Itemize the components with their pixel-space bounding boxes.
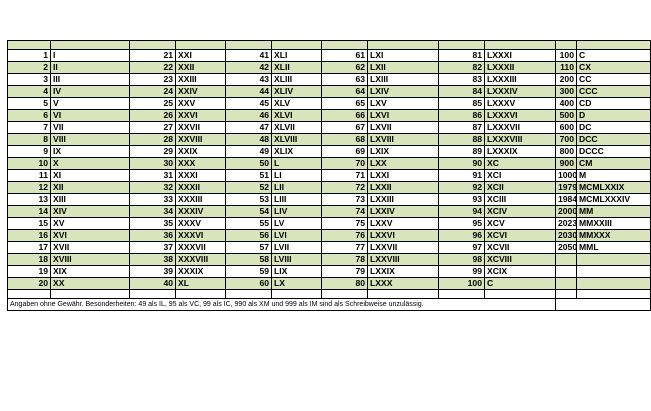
number-cell: 600: [556, 122, 577, 134]
number-cell: 75: [322, 218, 368, 230]
number-cell: 94: [439, 206, 485, 218]
number-cell: 39: [130, 266, 176, 278]
number-cell: 65: [322, 98, 368, 110]
roman-cell: DCCC: [577, 146, 651, 158]
number-cell: 5: [8, 98, 51, 110]
roman-cell: XIII: [51, 194, 130, 206]
roman-cell: LXXV: [368, 218, 439, 230]
roman-cell: XVI: [51, 230, 130, 242]
number-cell: 98: [439, 254, 485, 266]
number-cell: 45: [226, 98, 272, 110]
number-cell: [322, 41, 368, 50]
number-cell: 34: [130, 206, 176, 218]
table-row: [8, 50, 651, 62]
roman-cell: XXX: [176, 158, 226, 170]
roman-cell: VI: [51, 110, 130, 122]
roman-cell: LXXIX: [368, 266, 439, 278]
roman-cell: LXXXVI: [485, 110, 556, 122]
roman-cell: XCIV: [485, 206, 556, 218]
roman-cell: XLVI: [272, 110, 322, 122]
table-row: [8, 230, 651, 242]
table-row: [8, 62, 651, 74]
note-row: [8, 299, 651, 311]
number-cell: [439, 41, 485, 50]
number-cell: 18: [8, 254, 51, 266]
number-cell: 57: [226, 242, 272, 254]
number-cell: 93: [439, 194, 485, 206]
number-cell: 8: [8, 134, 51, 146]
roman-cell: IV: [51, 86, 130, 98]
number-cell: 46: [226, 110, 272, 122]
roman-cell: XCIX: [485, 266, 556, 278]
number-cell: 800: [556, 146, 577, 158]
roman-cell: XXI: [176, 50, 226, 62]
table-row: [8, 290, 651, 299]
roman-cell: CCC: [577, 86, 651, 98]
number-cell: 29: [130, 146, 176, 158]
number-cell: 44: [226, 86, 272, 98]
number-cell: 6: [8, 110, 51, 122]
number-cell: 2000: [556, 206, 577, 218]
roman-cell: LXXVIII: [368, 254, 439, 266]
roman-cell: LX: [272, 278, 322, 290]
roman-cell: IX: [51, 146, 130, 158]
roman-cell: LXVI: [368, 110, 439, 122]
roman-cell: LI: [272, 170, 322, 182]
number-cell: 15: [8, 218, 51, 230]
number-cell: 10: [8, 158, 51, 170]
roman-cell: II: [51, 62, 130, 74]
roman-cell: XLIV: [272, 86, 322, 98]
number-cell: 74: [322, 206, 368, 218]
roman-cell: LXXXVIII: [485, 134, 556, 146]
roman-cell: LXV: [368, 98, 439, 110]
number-cell: 22: [130, 62, 176, 74]
roman-cell: [368, 41, 439, 50]
roman-cell: LII: [272, 182, 322, 194]
number-cell: 99: [439, 266, 485, 278]
number-cell: 24: [130, 86, 176, 98]
number-cell: 2050: [556, 242, 577, 254]
roman-cell: LXXXIX: [485, 146, 556, 158]
roman-cell: LVI: [272, 230, 322, 242]
roman-cell: MMXXIII: [577, 218, 651, 230]
roman-cell: VIII: [51, 134, 130, 146]
roman-cell: XXXI: [176, 170, 226, 182]
number-cell: 67: [322, 122, 368, 134]
number-cell: 86: [439, 110, 485, 122]
roman-cell: XXXVII: [176, 242, 226, 254]
number-cell: 87: [439, 122, 485, 134]
roman-cell: [577, 41, 651, 50]
roman-numeral-table: [7, 40, 631, 311]
roman-cell: XLII: [272, 62, 322, 74]
number-cell: 52: [226, 182, 272, 194]
number-cell: 36: [130, 230, 176, 242]
number-cell: 66: [322, 110, 368, 122]
number-cell: 7: [8, 122, 51, 134]
roman-cell: [272, 41, 322, 50]
table-row: [8, 182, 651, 194]
number-cell: 30: [130, 158, 176, 170]
roman-cell: LV: [272, 218, 322, 230]
number-cell: 100: [439, 278, 485, 290]
table-row: [8, 218, 651, 230]
number-cell: 97: [439, 242, 485, 254]
number-cell: 95: [439, 218, 485, 230]
number-cell: 49: [226, 146, 272, 158]
roman-cell: XLIX: [272, 146, 322, 158]
roman-cell: V: [51, 98, 130, 110]
roman-cell: LXXVII: [368, 242, 439, 254]
number-cell: 80: [322, 278, 368, 290]
roman-cell: LXXXV: [485, 98, 556, 110]
roman-cell: CM: [577, 158, 651, 170]
roman-cell: XCVI: [485, 230, 556, 242]
roman-cell: LXXXII: [485, 62, 556, 74]
roman-cell: LXXIV: [368, 206, 439, 218]
number-cell: 3: [8, 74, 51, 86]
number-cell: 78: [322, 254, 368, 266]
roman-cell: XII: [51, 182, 130, 194]
number-cell: 60: [226, 278, 272, 290]
roman-cell: LXXII: [368, 182, 439, 194]
number-cell: 40: [130, 278, 176, 290]
number-cell: 89: [439, 146, 485, 158]
number-cell: 37: [130, 242, 176, 254]
number-cell: 32: [130, 182, 176, 194]
roman-cell: LXXXIV: [485, 86, 556, 98]
roman-cell: XXXVI: [176, 230, 226, 242]
number-cell: 2: [8, 62, 51, 74]
roman-cell: C: [577, 50, 651, 62]
roman-cell: XXVI: [176, 110, 226, 122]
roman-cell: XLIII: [272, 74, 322, 86]
table-row: [8, 134, 651, 146]
roman-cell: XXIV: [176, 86, 226, 98]
number-cell: 41: [226, 50, 272, 62]
roman-cell: [485, 41, 556, 50]
number-cell: 88: [439, 134, 485, 146]
roman-cell: XLI: [272, 50, 322, 62]
number-cell: 70: [322, 158, 368, 170]
roman-cell: XXXIV: [176, 206, 226, 218]
table-row: [8, 41, 651, 50]
roman-cell: XVIII: [51, 254, 130, 266]
table-row: [8, 110, 651, 122]
roman-cell: DC: [577, 122, 651, 134]
roman-cell: XXV: [176, 98, 226, 110]
roman-cell: XCVIII: [485, 254, 556, 266]
note-spacer-cell: [556, 299, 651, 311]
roman-cell: XI: [51, 170, 130, 182]
number-cell: 81: [439, 50, 485, 62]
number-cell: 48: [226, 134, 272, 146]
number-cell: 700: [556, 134, 577, 146]
roman-cell: XLVII: [272, 122, 322, 134]
number-cell: 26: [130, 110, 176, 122]
roman-cell: LXXI: [368, 170, 439, 182]
number-cell: 300: [556, 86, 577, 98]
number-cell: 56: [226, 230, 272, 242]
number-cell: 200: [556, 74, 577, 86]
number-cell: 82: [439, 62, 485, 74]
roman-cell: LXXXI: [485, 50, 556, 62]
roman-cell: DCC: [577, 134, 651, 146]
table-row: [8, 74, 651, 86]
table-row: [8, 122, 651, 134]
number-cell: [439, 290, 485, 299]
number-cell: 47: [226, 122, 272, 134]
number-cell: 31: [130, 170, 176, 182]
number-cell: 9: [8, 146, 51, 158]
roman-cell: XL: [176, 278, 226, 290]
number-cell: 13: [8, 194, 51, 206]
number-cell: 62: [322, 62, 368, 74]
roman-cell: LXXVI: [368, 230, 439, 242]
number-cell: [556, 266, 577, 278]
number-cell: [556, 41, 577, 50]
number-cell: 71: [322, 170, 368, 182]
roman-cell: XV: [51, 218, 130, 230]
roman-cell: XXXV: [176, 218, 226, 230]
number-cell: [226, 290, 272, 299]
roman-cell: LXXIII: [368, 194, 439, 206]
roman-cell: CC: [577, 74, 651, 86]
number-cell: 35: [130, 218, 176, 230]
number-cell: 61: [322, 50, 368, 62]
number-cell: [130, 41, 176, 50]
roman-cell: CX: [577, 62, 651, 74]
number-cell: [556, 290, 577, 299]
roman-cell: [577, 266, 651, 278]
number-cell: 900: [556, 158, 577, 170]
number-cell: 500: [556, 110, 577, 122]
number-cell: 63: [322, 74, 368, 86]
number-cell: 28: [130, 134, 176, 146]
number-cell: 11: [8, 170, 51, 182]
table-row: [8, 266, 651, 278]
roman-cell: XXVIII: [176, 134, 226, 146]
roman-cell: [368, 290, 439, 299]
number-cell: 51: [226, 170, 272, 182]
roman-cell: [51, 290, 130, 299]
number-cell: [8, 41, 51, 50]
number-cell: 1000: [556, 170, 577, 182]
roman-cell: M: [577, 170, 651, 182]
number-cell: 54: [226, 206, 272, 218]
number-cell: 2030: [556, 230, 577, 242]
disclaimer-note: Angaben ohne Gewähr. Besonderheiten: 49 als IL, 95 als VC, 99 als IC, 990 als XM und 999 als IM sind als Schreibweise unzulässig.: [8, 299, 556, 311]
roman-cell: I: [51, 50, 130, 62]
roman-cell: [577, 254, 651, 266]
roman-cell: LIV: [272, 206, 322, 218]
roman-cell: LXXXVII: [485, 122, 556, 134]
roman-cell: LXVII: [368, 122, 439, 134]
roman-cell: MCMLXXXIV: [577, 194, 651, 206]
roman-cell: LXVIII: [368, 134, 439, 146]
roman-cell: LXIII: [368, 74, 439, 86]
number-cell: [556, 254, 577, 266]
roman-cell: MML: [577, 242, 651, 254]
roman-cell: XXIX: [176, 146, 226, 158]
roman-cell: MM: [577, 206, 651, 218]
roman-cell: XIX: [51, 266, 130, 278]
roman-cell: XXII: [176, 62, 226, 74]
number-cell: 19: [8, 266, 51, 278]
number-cell: 4: [8, 86, 51, 98]
roman-cell: LXX: [368, 158, 439, 170]
roman-cell: [176, 290, 226, 299]
table-row: [8, 86, 651, 98]
number-cell: 68: [322, 134, 368, 146]
table-row: [8, 170, 651, 182]
number-cell: 96: [439, 230, 485, 242]
number-cell: 58: [226, 254, 272, 266]
roman-cell: XCI: [485, 170, 556, 182]
table-row: [8, 158, 651, 170]
number-cell: 38: [130, 254, 176, 266]
number-cell: 42: [226, 62, 272, 74]
table-row: [8, 278, 651, 290]
roman-cell: LXXX: [368, 278, 439, 290]
roman-cell: [485, 290, 556, 299]
number-cell: 83: [439, 74, 485, 86]
roman-cell: XLVIII: [272, 134, 322, 146]
roman-cell: CD: [577, 98, 651, 110]
roman-cell: LIX: [272, 266, 322, 278]
roman-cell: XXXIII: [176, 194, 226, 206]
number-cell: 1979: [556, 182, 577, 194]
number-cell: 76: [322, 230, 368, 242]
number-cell: 53: [226, 194, 272, 206]
roman-cell: XXXIX: [176, 266, 226, 278]
roman-cell: XXVII: [176, 122, 226, 134]
number-cell: 100: [556, 50, 577, 62]
roman-cell: C: [485, 278, 556, 290]
roman-cell: XIV: [51, 206, 130, 218]
number-cell: 59: [226, 266, 272, 278]
roman-cell: [272, 290, 322, 299]
roman-cell: VII: [51, 122, 130, 134]
number-cell: 110: [556, 62, 577, 74]
number-cell: [130, 290, 176, 299]
number-cell: 77: [322, 242, 368, 254]
roman-cell: XX: [51, 278, 130, 290]
number-cell: 92: [439, 182, 485, 194]
table-row: [8, 194, 651, 206]
number-cell: [322, 290, 368, 299]
number-cell: 33: [130, 194, 176, 206]
roman-cell: [176, 41, 226, 50]
roman-cell: XLV: [272, 98, 322, 110]
number-cell: 55: [226, 218, 272, 230]
number-cell: 17: [8, 242, 51, 254]
roman-cell: LXI: [368, 50, 439, 62]
roman-cell: [577, 290, 651, 299]
number-cell: 50: [226, 158, 272, 170]
roman-cell: [577, 278, 651, 290]
roman-cell: III: [51, 74, 130, 86]
number-cell: 12: [8, 182, 51, 194]
roman-cell: XXXVIII: [176, 254, 226, 266]
roman-cell: MCMLXXIX: [577, 182, 651, 194]
roman-cell: LXIV: [368, 86, 439, 98]
number-cell: 91: [439, 170, 485, 182]
roman-cell: LXIX: [368, 146, 439, 158]
number-cell: 85: [439, 98, 485, 110]
table-row: [8, 206, 651, 218]
number-cell: 16: [8, 230, 51, 242]
number-cell: 25: [130, 98, 176, 110]
roman-cell: XVII: [51, 242, 130, 254]
number-cell: 400: [556, 98, 577, 110]
number-cell: 21: [130, 50, 176, 62]
number-cell: 90: [439, 158, 485, 170]
roman-cell: LVIII: [272, 254, 322, 266]
roman-cell: LXII: [368, 62, 439, 74]
number-cell: 73: [322, 194, 368, 206]
roman-cell: XC: [485, 158, 556, 170]
number-cell: 1: [8, 50, 51, 62]
roman-cell: X: [51, 158, 130, 170]
roman-cell: [51, 41, 130, 50]
roman-cell: LIII: [272, 194, 322, 206]
number-cell: 14: [8, 206, 51, 218]
table-row: [8, 242, 651, 254]
number-cell: 23: [130, 74, 176, 86]
number-cell: [8, 290, 51, 299]
number-cell: 72: [322, 182, 368, 194]
number-cell: 2023: [556, 218, 577, 230]
number-cell: 69: [322, 146, 368, 158]
number-cell: 27: [130, 122, 176, 134]
number-cell: 20: [8, 278, 51, 290]
table-row: [8, 146, 651, 158]
roman-cell: LXXXIII: [485, 74, 556, 86]
roman-cell: XXXII: [176, 182, 226, 194]
roman-cell: D: [577, 110, 651, 122]
roman-cell: LVII: [272, 242, 322, 254]
roman-cell: XXIII: [176, 74, 226, 86]
roman-cell: L: [272, 158, 322, 170]
number-cell: 79: [322, 266, 368, 278]
number-cell: [226, 41, 272, 50]
number-cell: [556, 278, 577, 290]
table-row: [8, 254, 651, 266]
table-row: [8, 98, 651, 110]
roman-cell: XCV: [485, 218, 556, 230]
number-cell: 64: [322, 86, 368, 98]
roman-cell: MMXXX: [577, 230, 651, 242]
roman-cell: XCVII: [485, 242, 556, 254]
roman-cell: XCII: [485, 182, 556, 194]
roman-cell: XCIII: [485, 194, 556, 206]
number-cell: 43: [226, 74, 272, 86]
number-cell: 84: [439, 86, 485, 98]
number-cell: 1984: [556, 194, 577, 206]
table: [7, 40, 651, 311]
